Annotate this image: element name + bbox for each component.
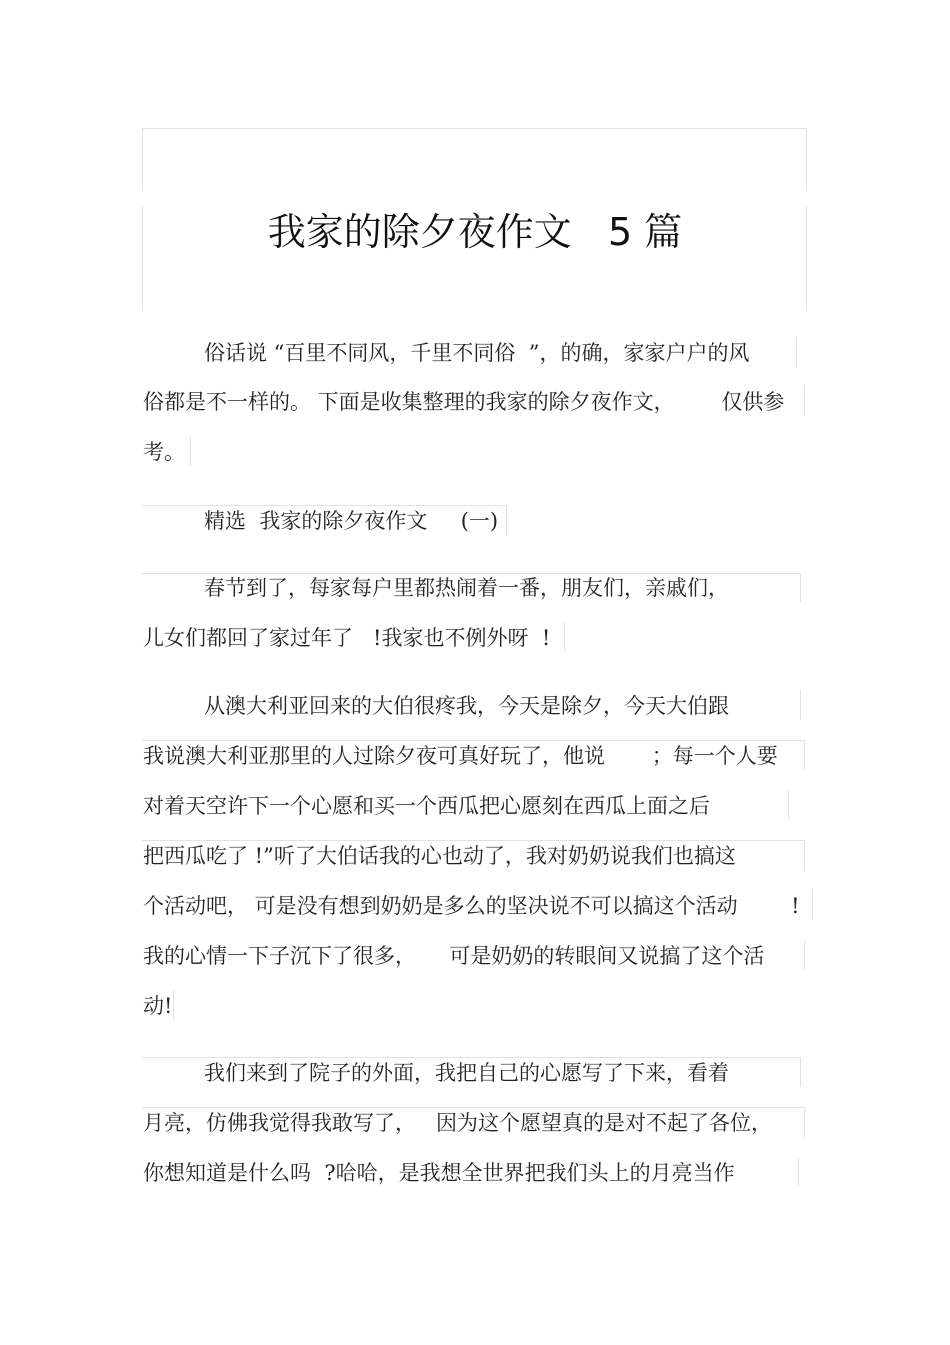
line-end-rule [798,1157,799,1187]
document-title: 我家的除夕夜作文 5 篇 [267,210,683,254]
line-end-rule [796,338,797,368]
paragraph-line: 你想知道是什么吗 ?哈哈，是我想全世界把我们头上的月亮当作 [143,1161,735,1185]
line-end-rule [800,1057,801,1087]
paragraph-line: 对着天空许下一个心愿和买一个西瓜把心愿刻在西瓜上面之后 [143,794,710,818]
paragraph-line: 我说澳大利亚那里的人过除夕夜可真好玩了，他说 ；每一个人要 [143,744,778,768]
line-end-rule [506,505,507,535]
line-end-rule [788,790,789,820]
paragraph-line: 考。 [143,440,185,464]
section-heading: 精选 我家的除夕夜作文 (一) [204,509,499,533]
title-box-top-rule [142,128,807,129]
paragraph-line: 个活动吧， 可是没有想到奶奶是多么的坚决说不可以搞这个活动 ! [143,894,800,918]
title-box-left-rule [142,128,143,190]
line-end-rule [804,386,805,416]
line-end-rule [804,740,805,770]
paragraph-line: 儿女们都回了家过年了 !我家也不例外呀 ! [143,626,551,650]
paragraph-line: 我的心情一下子沉下了很多， 可是奶奶的转眼间又说搞了这个活 [143,944,765,968]
line-end-rule [804,1107,805,1137]
paragraph-line: 月亮，仿佛我觉得我敢写了， 因为这个愿望真的是对不起了各位， [143,1111,773,1135]
line-end-rule [190,436,191,466]
line-end-rule [800,573,801,603]
paragraph-line: 动! [143,994,173,1018]
line-end-rule [564,622,565,652]
line-end-rule [804,940,805,970]
paragraph-line: 俗话说 “百里不同风，千里不同俗 ”，的确，家家户户的风 [204,341,750,365]
line-end-rule [812,890,813,920]
title-box-right-rule [806,128,807,190]
paragraph-line: 春节到了，每家每户里都热闹着一番，朋友们，亲戚们， [204,576,729,600]
paragraph-line: 把西瓜吃了 !”听了大伯话我的心也动了，我对奶奶说我们也搞这 [143,844,736,868]
line-end-rule [800,690,801,720]
line-end-rule [173,990,174,1020]
paragraph-line: 俗都是不一样的。 下面是收集整理的我家的除夕夜作文， 仅供参 [143,390,785,414]
paragraph-line: 从澳大利亚回来的大伯很疼我，今天是除夕，今天大伯跟 [204,694,729,718]
paragraph-line: 我们来到了院子的外面，我把自己的心愿写了下来，看着 [204,1061,729,1085]
line-end-rule [804,840,805,870]
